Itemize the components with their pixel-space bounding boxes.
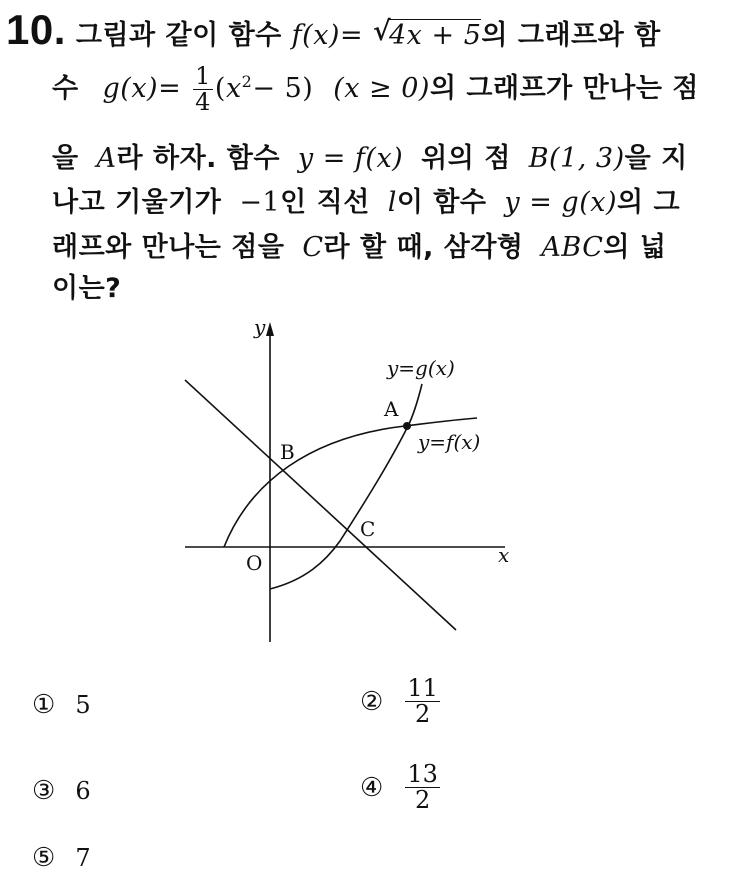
math-slope: −1 (239, 187, 281, 218)
paren: ( (214, 73, 226, 105)
text: 래프와 만나는 점을 (52, 232, 285, 263)
math-B: B(1, 3) (528, 143, 625, 174)
choice-value: 7 (75, 844, 91, 872)
question-line-1 (6, 6, 661, 54)
y-axis-arrow (266, 322, 274, 336)
choice-3[interactable] (32, 776, 91, 806)
text: 수 (52, 73, 79, 105)
x-axis-label: x (498, 543, 510, 567)
text: 위의 점 (421, 143, 511, 174)
math-gx: g(x) (102, 73, 159, 105)
text: 이는? (52, 273, 122, 304)
math-eq: = (158, 73, 182, 105)
question-line-4 (52, 180, 680, 219)
sqrt-argument: 4x + 5 (389, 20, 482, 51)
text: 을 (52, 143, 79, 174)
choice-marker: ⑤ (32, 843, 56, 873)
text: 의 넓 (603, 232, 667, 263)
fraction-numerator: 13 (407, 760, 438, 788)
question-number: 10. (6, 6, 66, 53)
point-B-label: B (280, 440, 295, 464)
choice-marker: ② (360, 686, 384, 717)
curve-g (270, 384, 422, 589)
choice-value: 6 (75, 777, 91, 805)
origin-label: O (246, 551, 263, 575)
point-C-label: C (360, 517, 376, 541)
line-l (185, 380, 456, 630)
math-x: x (225, 73, 242, 105)
fraction-denominator: 2 (414, 700, 431, 729)
choice-marker: ④ (360, 772, 384, 803)
text: 의 그래프가 만나는 점 (429, 73, 699, 105)
label-y-fx: y=f(x) (418, 430, 481, 454)
fraction-denominator: 4 (195, 88, 211, 117)
math-minus5: − 5) (252, 73, 314, 105)
choice-1[interactable] (32, 690, 91, 720)
text: 의 그래프와 함 (481, 20, 661, 51)
choice-marker: ③ (32, 776, 56, 806)
math-ygx: y = g(x) (504, 187, 618, 218)
question-line-5 (52, 225, 666, 264)
question-line-2 (52, 64, 699, 115)
text: 라 하자. 함수 (116, 143, 280, 174)
math-A: A (96, 143, 117, 174)
choice-marker: ① (32, 690, 56, 720)
function-graph (180, 312, 520, 642)
point-A-dot (403, 422, 411, 430)
text: 을 지 (624, 143, 688, 174)
fraction-numerator: 1 (195, 62, 211, 90)
text: 의 그 (617, 187, 681, 218)
math-eq: = (339, 20, 364, 51)
text: 나고 기울기가 (52, 187, 222, 218)
question-line-6 (52, 266, 121, 305)
math-C: C (302, 232, 324, 263)
math-l: l (387, 187, 397, 218)
question-line-3 (52, 136, 688, 175)
choice-4[interactable] (360, 762, 442, 813)
math-yfx: y = f(x) (297, 143, 404, 174)
text: 인 직선 (280, 187, 370, 218)
point-A-label: A (384, 397, 399, 421)
choice-5[interactable] (32, 843, 91, 873)
text: 라 할 때, 삼각형 (323, 232, 524, 263)
choice-2[interactable] (360, 676, 442, 727)
math-ABC: ABC (541, 232, 604, 263)
choice-value: 5 (75, 691, 91, 719)
fraction-quarter (193, 64, 213, 115)
exponent: 2 (241, 72, 253, 92)
fraction-denominator: 2 (414, 786, 431, 815)
radical-sign: √ (373, 16, 392, 47)
fraction-numerator: 11 (407, 674, 438, 702)
sqrt-expression (373, 16, 482, 51)
math-fx: f(x) (291, 20, 340, 51)
choice-fraction (405, 676, 440, 727)
label-y-gx: y=g(x) (387, 356, 455, 380)
text: 그림과 같이 함수 (75, 20, 282, 51)
math-condition: (x ≥ 0) (333, 73, 430, 105)
text: 이 함수 (396, 187, 487, 218)
choice-fraction (405, 762, 440, 813)
y-axis-label: y (254, 315, 266, 339)
